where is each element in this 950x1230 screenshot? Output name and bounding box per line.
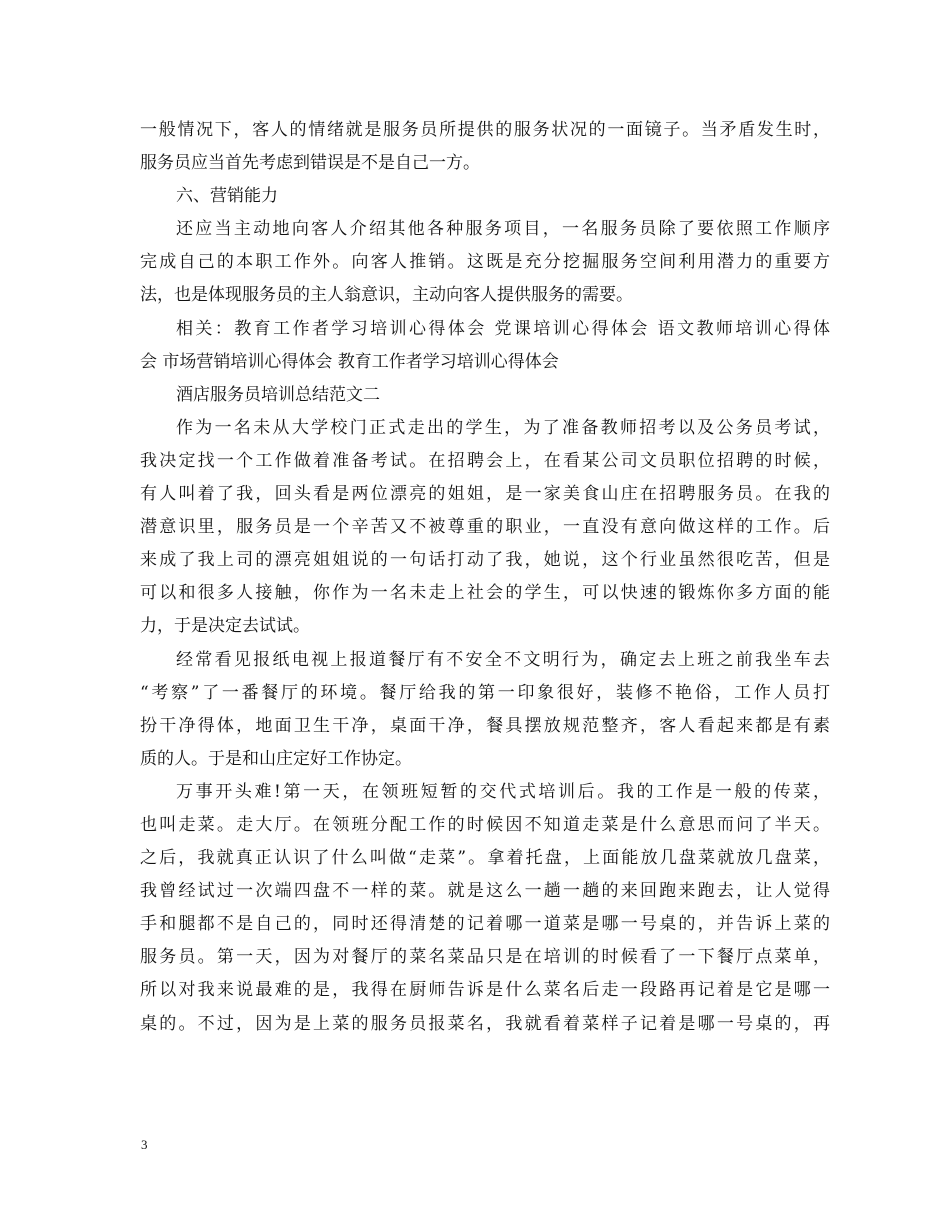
text-line: 作为一名未从大学校门正式走出的学生，为了准备教师招考以及公务员考试， xyxy=(176,417,830,438)
related-links-line: 相关：教育工作者学习培训心得体会 党课培训心得体会 语文教师培训心得体 xyxy=(176,318,830,339)
text-line: 我决定找一个工作做着准备考试。在招聘会上，在看某公司文员职位招聘的时候， xyxy=(140,450,830,471)
text-line: 万事开头难!第一天，在领班短暂的交代式培训后。我的工作是一般的传菜， xyxy=(176,781,830,802)
text-line: 法，也是体现服务员的主人翁意识，主动向客人提供服务的需要。 xyxy=(140,285,633,306)
text-line: 力，于是决定去试试。 xyxy=(140,616,310,637)
text-line: 潜意识里，服务员是一个辛苦又不被尊重的职业，一直没有意向做这样的工作。后 xyxy=(140,517,830,538)
text-line: 还应当主动地向客人介绍其他各种服务项目，一名服务员除了要依照工作顺序 xyxy=(176,219,830,240)
text-line: 经常看见报纸电视上报道餐厅有不安全不文明行为，确定去上班之前我坐车去 xyxy=(176,649,830,670)
text-line: 服务员应当首先考虑到错误是不是自己一方。 xyxy=(140,153,480,174)
document-body xyxy=(140,114,830,1041)
text-line: 来成了我上司的漂亮姐姐说的一句话打动了我，她说，这个行业虽然很吃苦，但是 xyxy=(140,550,830,571)
text-line: 手和腿都不是自己的，同时还得清楚的记着哪一道菜是哪一号桌的，并告诉上菜的 xyxy=(140,914,830,935)
page-number: 3 xyxy=(141,1137,148,1152)
text-line: 质的人。于是和山庄定好工作协定。 xyxy=(140,748,412,769)
text-line: 扮干净得体，地面卫生干净，桌面干净，餐具摆放规范整齐，客人看起来都是有素 xyxy=(140,715,830,736)
text-line: 可以和很多人接触，你作为一名未走上社会的学生，可以快速的锻炼你多方面的能 xyxy=(140,583,830,604)
text-line: 也叫走菜。走大厅。在领班分配工作的时候因不知道走菜是什么意思而问了半天。 xyxy=(140,814,830,835)
text-line: 桌的。不过，因为是上菜的服务员报菜名，我就看着菜样子记着是哪一号桌的，再 xyxy=(140,1013,830,1034)
section-heading: 六、营销能力 xyxy=(176,186,278,207)
text-line: 所以对我来说最难的是，我得在厨师告诉是什么菜名后走一段路再记着是它是哪一 xyxy=(140,980,830,1001)
text-line: 一般情况下，客人的情绪就是服务员所提供的服务状况的一面镜子。当矛盾发生时， xyxy=(140,120,830,140)
text-line: “考察”了一番餐厅的环境。餐厅给我的第一印象很好，装修不艳俗，工作人员打 xyxy=(140,682,830,703)
article-title: 酒店服务员培训总结范文二 xyxy=(176,384,380,405)
text-line: 完成自己的本职工作外。向客人推销。这既是充分挖掘服务空间利用潜力的重要方 xyxy=(140,252,830,273)
text-line: 服务员。第一天，因为对餐厅的菜名菜品只是在培训的时候看了一下餐厅点菜单， xyxy=(140,947,830,968)
text-line: 之后，我就真正认识了什么叫做“走菜”。拿着托盘，上面能放几盘菜就放几盘菜， xyxy=(140,848,830,869)
text-line: 我曾经试过一次端四盘不一样的菜。就是这么一趟一趟的来回跑来跑去，让人觉得 xyxy=(140,881,830,902)
related-links-line: 会 市场营销培训心得体会 教育工作者学习培训心得体会 xyxy=(140,351,559,372)
text-line: 有人叫着了我，回头看是两位漂亮的姐姐，是一家美食山庄在招聘服务员。在我的 xyxy=(140,484,830,505)
